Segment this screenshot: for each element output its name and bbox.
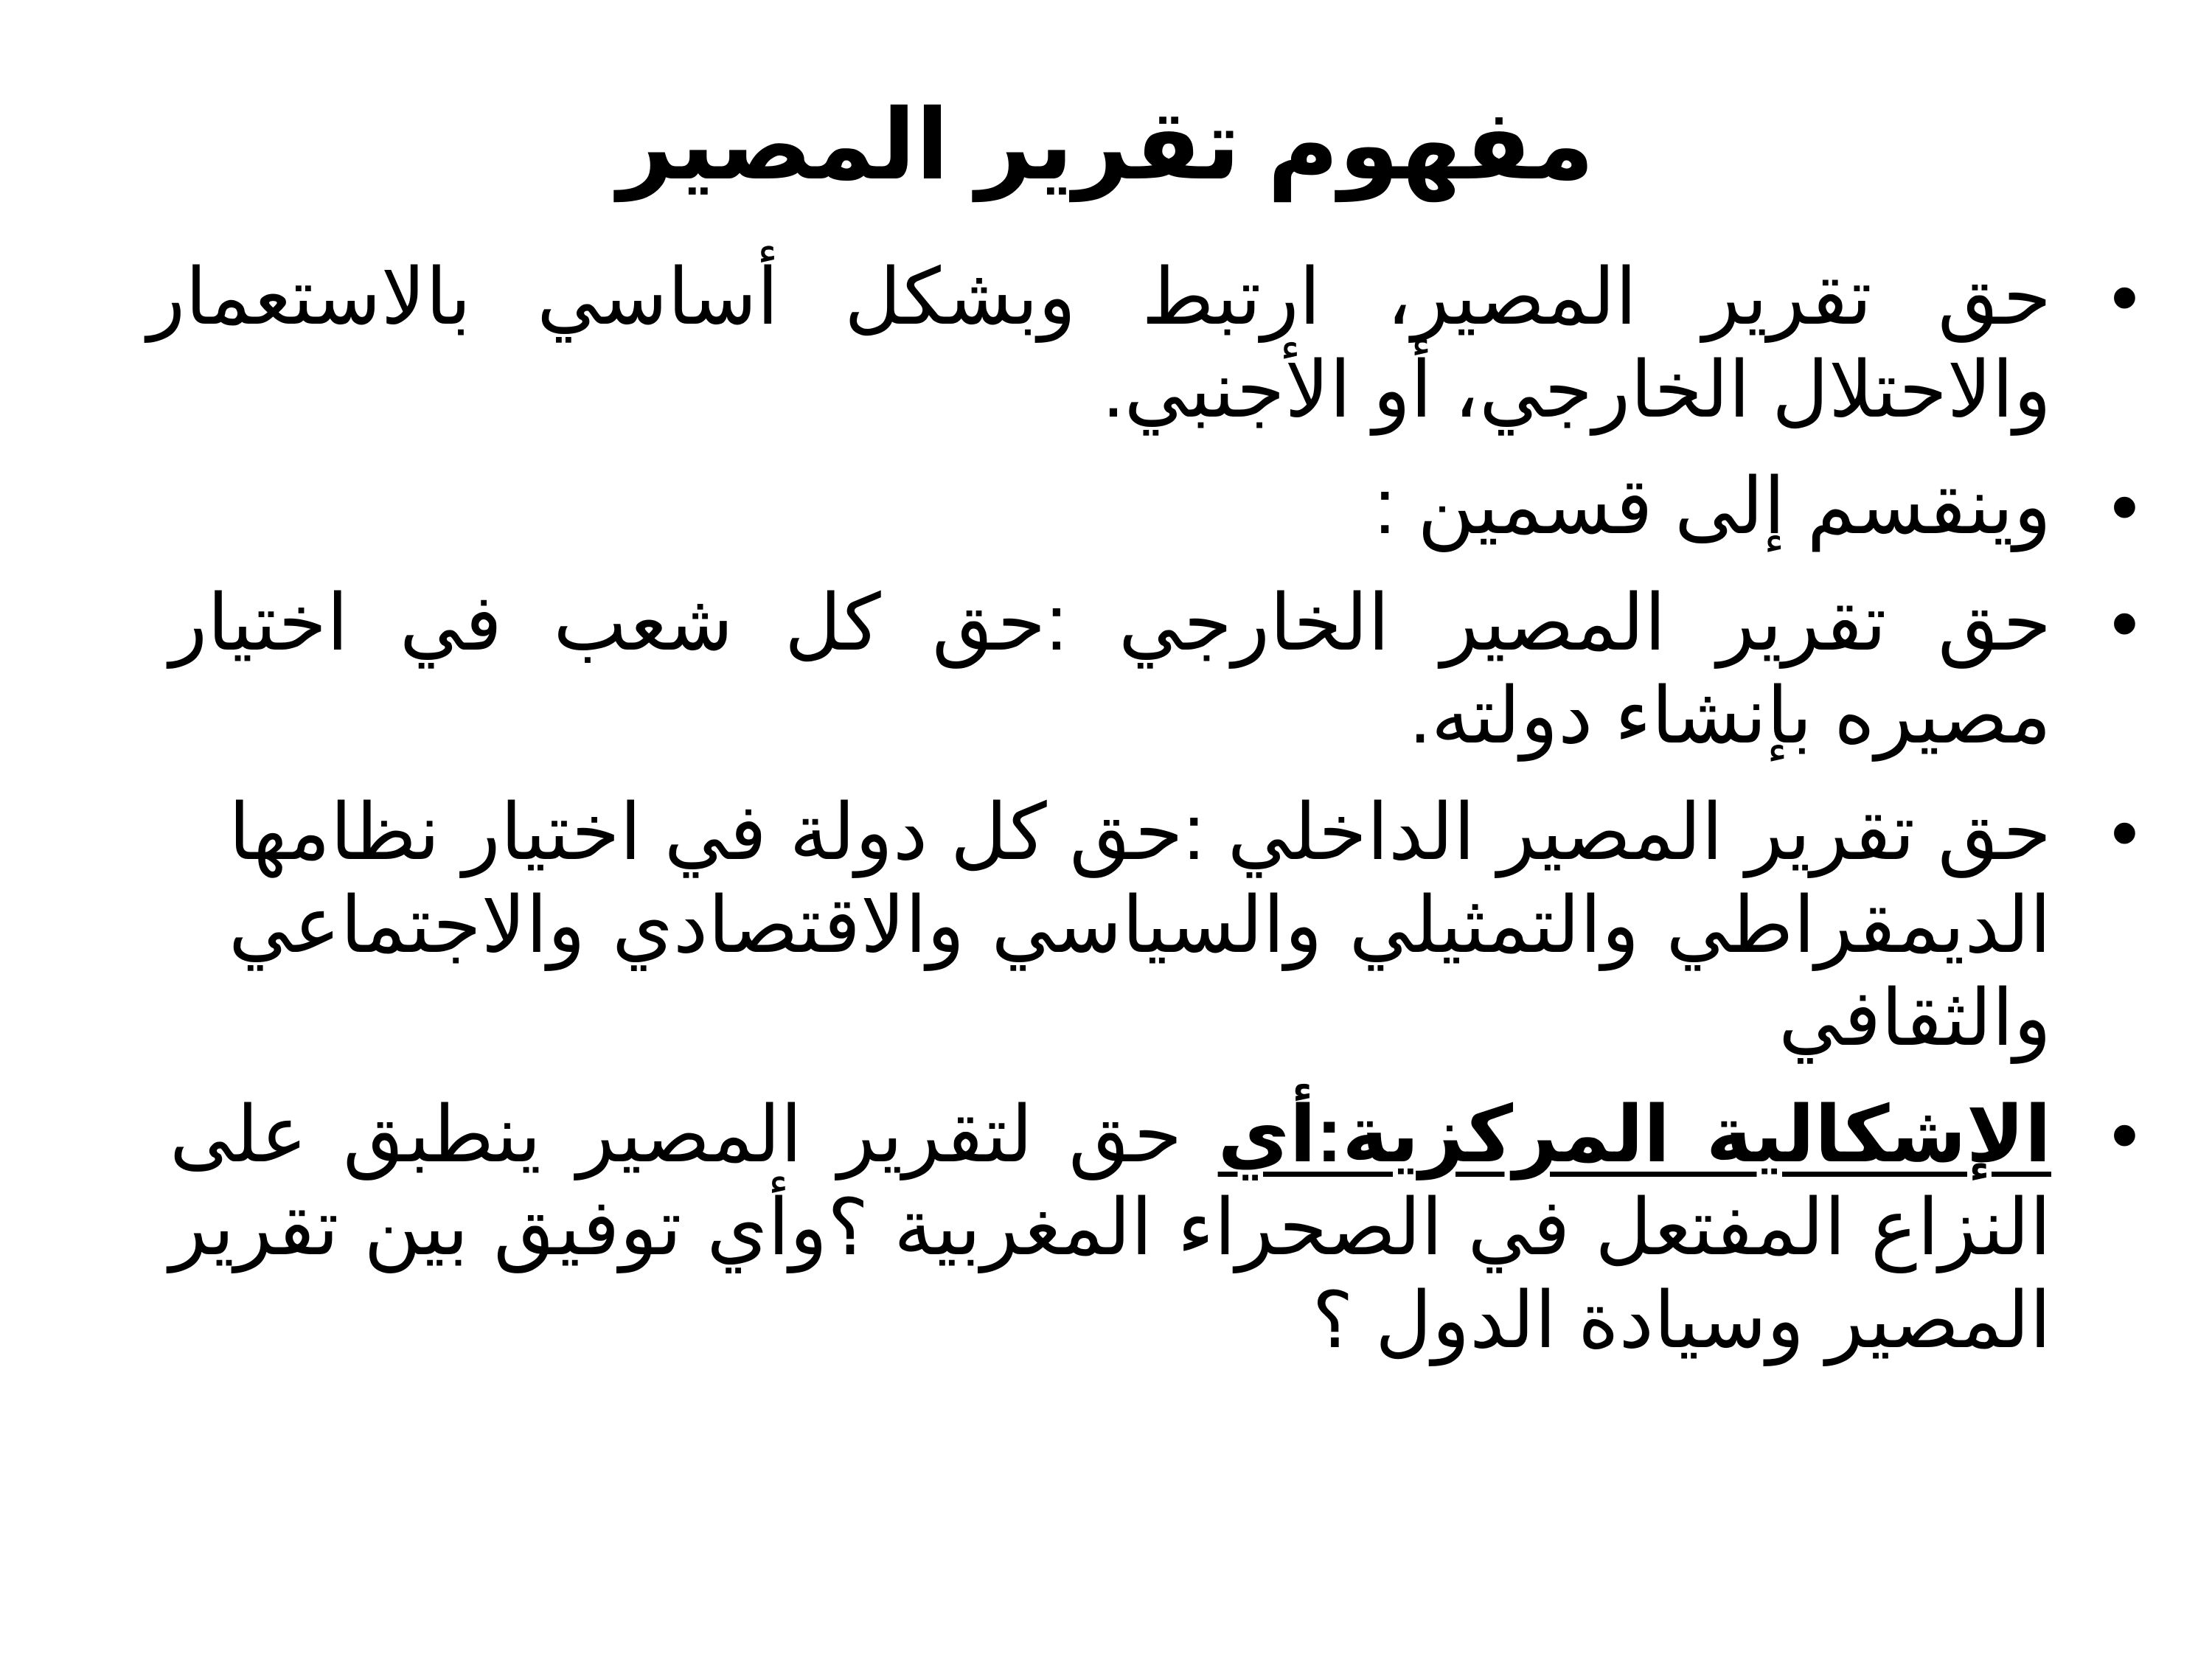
bullet-text: وينقسم إلى قسمين : (1374, 463, 2051, 550)
bullet-dot-icon: • (2110, 1091, 2138, 1178)
central-problem-label: الإشكالية المركزية:أي (1217, 1091, 2051, 1178)
bullet-dot-icon: • (2110, 463, 2138, 550)
bullet-item (147, 251, 2138, 437)
bullet-item (170, 460, 2138, 553)
bullet-dot-icon: • (2110, 789, 2138, 876)
bullet-text: حق لتقرير المصير ينطبق على النزاع المفتعل في الصحراء المغربية ؟وأي توفيق بين تقرير المصير وسيادة الدول ؟ (170, 1091, 2051, 1364)
bullet-dot-icon: • (2110, 580, 2138, 667)
bullet-text: حق تقرير المصير، ارتبط وبشكل أساسي بالاستعمار والاحتلال الخارجي، أو الأجنبي. (147, 254, 2051, 434)
bullet-text: حق تقرير المصير الداخلي :حق كل دولة في اختيار نظامها الديمقراطي والتمثيلي والسياسي والاقتصادي والاجتماعي والثقافي (229, 789, 2051, 1062)
bullet-dot-icon: • (2110, 254, 2138, 341)
bullet-text: حق تقرير المصير الخارجي :حق كل شعب في اختيار مصيره بإنشاء دولته. (170, 580, 2051, 759)
bullet-item (170, 577, 2138, 762)
bullet-item (170, 1088, 2138, 1367)
slide-title: مفهوم تقرير المصير (617, 91, 1595, 199)
bullet-list (147, 251, 2138, 1391)
bullet-item (229, 786, 2138, 1065)
